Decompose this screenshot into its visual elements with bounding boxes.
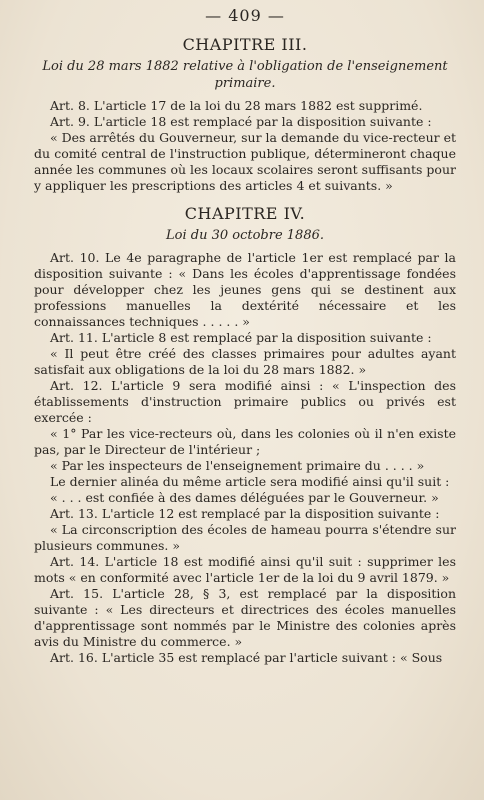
- chapter-3-title: CHAPITRE III.: [182, 35, 308, 54]
- article-15: Art. 15. L'article 28, § 3, est remplacé par la disposition suivante : « Les directeurs et directrices des écoles manuelles d'apprentissage sont nommés par le Ministre des colonies après avis du Ministre du commerce. »: [34, 586, 456, 649]
- chapter-4-subtitle: Loi du 30 octobre 1886.: [166, 228, 324, 243]
- chapter-4-title: CHAPITRE IV.: [184, 204, 306, 223]
- article-12-item-1: « 1° Par les vice-recteurs où, dans les colonies où il n'en existe pas, par le Directeur de l'intérieur ;: [34, 426, 456, 457]
- article-11-text: « Il peut être créé des classes primaires pour adultes ayant satisfait aux obligations de la loi du 28 mars 1882. »: [34, 346, 456, 377]
- article-14: Art. 14. L'article 18 est modifié ainsi qu'il suit : supprimer les mots « en conformité avec l'article 1er de la loi du 9 avril 1879. »: [34, 554, 456, 585]
- article-11: Art. 11. L'article 8 est remplacé par la disposition suivante :: [50, 330, 432, 345]
- article-16: Art. 16. L'article 35 est remplacé par l'article suivant : « Sous: [50, 650, 443, 665]
- page-number: — 409 —: [205, 6, 285, 25]
- article-12-last-paragraph-text: « . . . est confiée à des dames déléguées par le Gouverneur. »: [50, 490, 439, 505]
- article-8: Art. 8. L'article 17 de la loi du 28 mars 1882 est supprimé.: [50, 98, 423, 113]
- article-13: Art. 13. L'article 12 est remplacé par la disposition suivante :: [50, 506, 440, 521]
- article-12-last-paragraph: Le dernier alinéa du même article sera modifié ainsi qu'il suit :: [50, 474, 450, 489]
- article-9: Art. 9. L'article 18 est remplacé par la disposition suivante :: [50, 114, 432, 129]
- article-13-text: « La circonscription des écoles de hameau pourra s'étendre sur plusieurs communes. »: [34, 522, 456, 553]
- article-12-item-2: « Par les inspecteurs de l'enseignement primaire du . . . . »: [50, 458, 425, 473]
- article-9-text: « Des arrêtés du Gouverneur, sur la demande du vice-recteur et du comité central de l'instruction publique, détermineront chaque année les communes où les locaux scolaires seront suffisants pour y appliquer les prescriptions des articles 4 et suivants. »: [34, 130, 456, 193]
- chapter-3-subtitle: Loi du 28 mars 1882 relative à l'obligation de l'enseignement primaire.: [42, 59, 448, 91]
- article-10: Art. 10. Le 4e paragraphe de l'article 1er est remplacé par la disposition suivante : « Dans les écoles d'apprentissage fondées pour développer chez les jeunes gens qui se destinent aux professions manuelles la dextérité nécessaire et les connaissances techniques . . . . . »: [34, 250, 456, 329]
- article-12: Art. 12. L'article 9 sera modifié ainsi : « L'inspection des établissements d'instruction primaire publics ou privés est exercée :: [34, 378, 456, 425]
